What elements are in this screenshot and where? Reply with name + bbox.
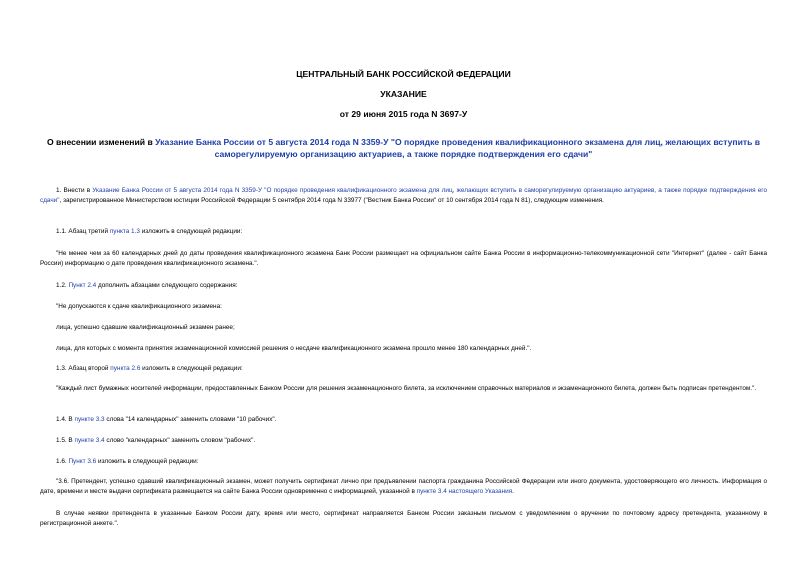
- paragraph-quote-3-6-text-end: .: [512, 488, 514, 495]
- paragraph-1: [40, 186, 767, 206]
- link-punkt-1-3[interactable]: пункта 1.3: [109, 228, 140, 235]
- paragraph-1-1: [40, 227, 767, 237]
- paragraph-1-3-text: 1.3. Абзац второй: [56, 365, 111, 372]
- paragraph-quote-1-3: "Не менее чем за 60 календарных дней до даты проведения квалификационного экзамена Банк России размещает на официальном сайте Банка России в информационно-телекоммуникационной сети "Интернет" (далее - сайт Банка России) информацию о дате проведения квалификационного экзамена.".: [40, 250, 767, 267]
- paragraph-quote-2-4-b: лица, успешно сдавшие квалификационный экзамен ранее;: [56, 324, 235, 331]
- paragraph-quote-2-4-a: "Не допускаются к сдаче квалификационного экзамена:: [56, 303, 222, 310]
- paragraph-quote-2-4-c: лица, для которых с момента принятия экзаменационной комиссией решения о несдаче квалификационного экзамена прошло менее 180 календарных дней.".: [56, 345, 532, 352]
- paragraph-1-2: [40, 281, 767, 291]
- paragraph-1-6: [40, 457, 767, 467]
- paragraph-quote-3-6-b: В случае неявки претендента в указанные Банком России дату, время или место, сертификат направляется Банком России заказным письмом с уведомлением о вручении по почтовому адресу претендента, указанному в регистрационной анкете.".: [40, 510, 767, 527]
- link-punkt-3-3[interactable]: пункте 3.3: [74, 416, 105, 423]
- title-prefix: О внесении изменений в: [46, 137, 156, 147]
- paragraph-1-5-text: 1.5. В: [56, 437, 75, 444]
- paragraph-1-6-text: 1.6.: [56, 458, 69, 465]
- link-punkt-3-4-current[interactable]: пункте 3.4 настоящего Указания: [416, 488, 513, 495]
- link-punkt-3-6[interactable]: Пункт 3.6: [68, 458, 97, 465]
- paragraph-1-4-text-end: слова "14 календарных" заменить словами "10 рабочих".: [104, 416, 277, 423]
- paragraph-1-5-text-end: слово "календарных" заменить словом "рабочих".: [104, 437, 256, 444]
- paragraph-1-4-text: 1.4. В: [56, 416, 75, 423]
- document-title: [30, 136, 777, 160]
- paragraph-1-3-text-end: изложить в следующей редакции:: [140, 365, 243, 372]
- document-date-number: от 29 июня 2015 года N 3697-У: [339, 109, 468, 119]
- document-type-heading: УКАЗАНИЕ: [380, 89, 427, 99]
- title-link-ukazanie-3359[interactable]: Указание Банка России от 5 августа 2014 года N 3359-У "О порядке проведения квалификационного экзамена для лиц, желающих вступить в саморегулируемую организацию актуариев, а также порядке подтверждения его сдачи": [155, 137, 761, 159]
- paragraph-1-3: [40, 364, 767, 374]
- paragraph-1-5: [40, 436, 767, 446]
- link-ukazanie-3359[interactable]: Указание Банка России от 5 августа 2014 года N 3359-У "О порядке проведения квалификационного экзамена для лиц, желающих вступить в саморегулируемую организацию актуариев, а также порядке подтверждения его сдачи": [40, 187, 768, 204]
- paragraph-1-6-text-end: изложить в следующей редакции:: [96, 458, 199, 465]
- issuer-heading: ЦЕНТРАЛЬНЫЙ БАНК РОССИЙСКОЙ ФЕДЕРАЦИИ: [296, 69, 511, 79]
- paragraph-quote-3-6: [40, 477, 767, 497]
- paragraph-quote-3-6-text: "3.6. Претендент, успешно сдавший квалификационный экзамен, может получить сертификат лично при предъявлении паспорта гражданина Российской Федерации или иного документа, удостоверяющего его личность. Информация о дате, времени и месте выдачи сертификата размещается на сайте Банка России одновременно с информацией, указанной в: [40, 478, 767, 495]
- link-punkt-2-6[interactable]: пункта 2.6: [110, 365, 141, 372]
- paragraph-1-text-end: , зарегистрированное Министерством юстиции Российской Федерации 5 сентября 2014 года N 33977 ("Вестник Банка России" от 10 сентября 2014 года N 81), следующие изменения.: [59, 197, 604, 204]
- link-punkt-2-4[interactable]: Пункт 2.4: [68, 282, 97, 289]
- paragraph-1-2-text-end: дополнить абзацами следующего содержания:: [96, 282, 238, 289]
- paragraph-1-1-text: 1.1. Абзац третий: [56, 228, 110, 235]
- paragraph-1-4: [40, 415, 767, 425]
- paragraph-1-1-text-end: изложить в следующей редакции:: [139, 228, 243, 235]
- link-punkt-3-4[interactable]: пункте 3.4: [74, 437, 105, 444]
- paragraph-quote-2-6: "Каждый лист бумажных носителей информации, предоставленных Банком России для решения экзаменационного билета, за исключением справочных материалов и экзаменационного билета, должен быть подписан претендентом.".: [56, 385, 757, 392]
- paragraph-1-text: 1. Внести в: [56, 187, 93, 194]
- paragraph-1-2-text: 1.2.: [56, 282, 69, 289]
